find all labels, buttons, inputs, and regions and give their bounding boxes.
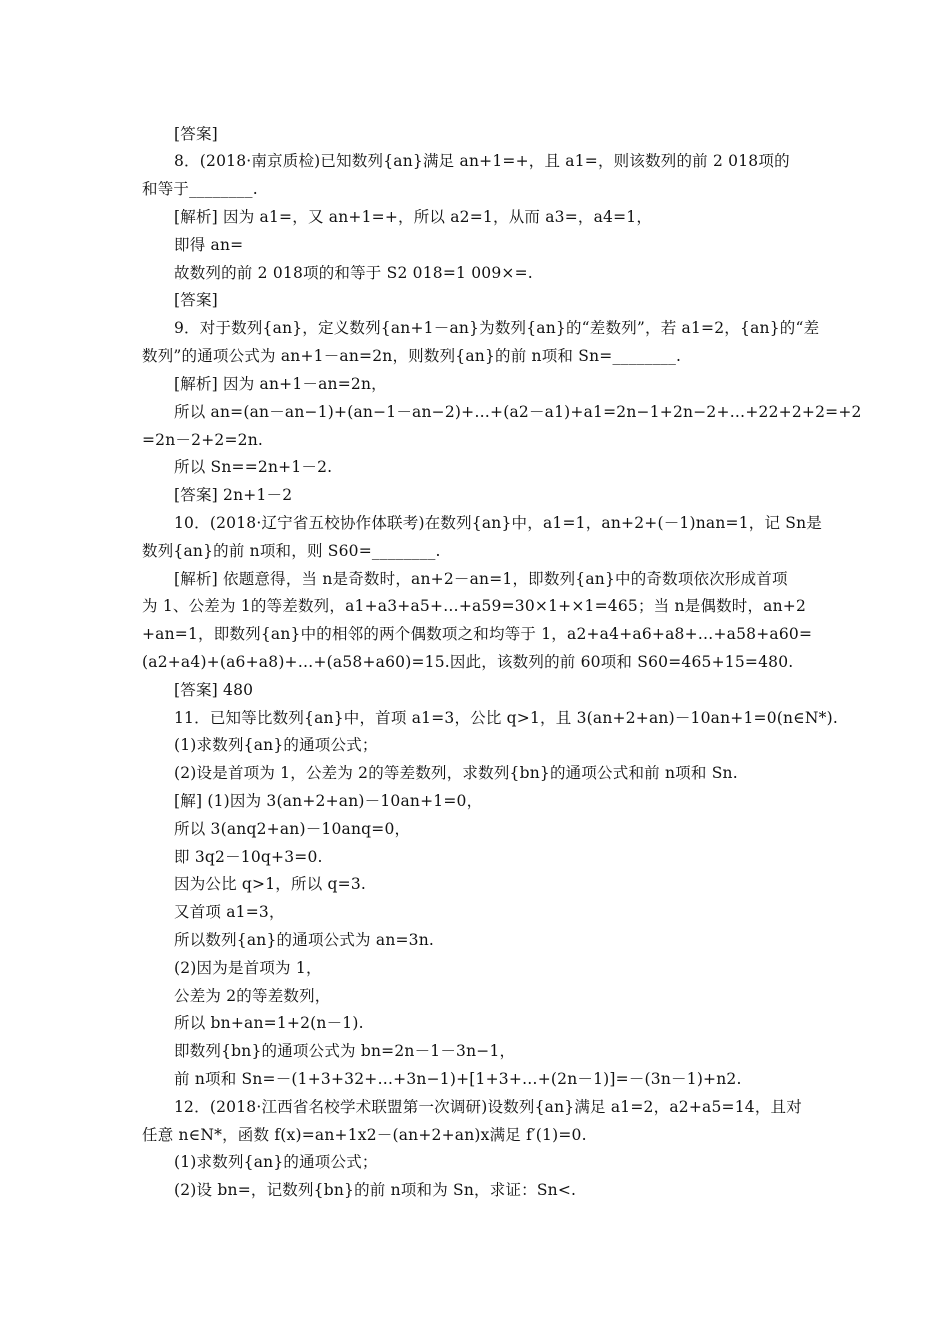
text-line: [答案] 480 <box>174 681 254 699</box>
text-line: 即得 an= <box>174 236 244 254</box>
text-line: [解析] 因为 an+1－an=2n， <box>174 375 387 393</box>
text-line: 又首项 a1=3， <box>174 903 285 921</box>
text-line: (1)求数列{an}的通项公式； <box>174 736 378 754</box>
text-line: (a2+a4)+(a6+a8)+…+(a58+a60)=15.因此，该数列的前 60项和 S60=465+15=480. <box>142 653 794 671</box>
text-line: 公差为 2的等差数列， <box>174 987 331 1005</box>
text-line: 所以 Sn==2n+1－2. <box>174 458 333 476</box>
text-line: 故数列的前 2 018项的和等于 S2 018=1 009×=. <box>174 264 533 282</box>
text-line: [解析] 依题意得，当 n是奇数时，an+2－an=1，即数列{an}中的奇数项依次形成首项 <box>174 570 788 588</box>
text-line: 即数列{bn}的通项公式为 bn=2n－1－3n−1， <box>174 1042 516 1060</box>
text-line: 和等于________. <box>142 180 258 198</box>
text-line: (1)求数列{an}的通项公式； <box>174 1153 378 1171</box>
text-line: 所以 3(anq2+an)－10anq=0， <box>174 820 411 838</box>
text-line: 数列”的通项公式为 an+1－an=2n，则数列{an}的前 n项和 Sn=________. <box>142 347 682 365</box>
text-line: [解] (1)因为 3(an+2+an)－10an+1=0， <box>174 792 483 810</box>
text-line: 前 n项和 Sn=－(1+3+32+…+3n−1)+[1+3+…+(2n－1)]=－(3n－1)+n2. <box>174 1070 742 1088</box>
text-line: [解析] 因为 a1=，又 an+1=+，所以 a2=1，从而 a3=，a4=1， <box>174 208 653 226</box>
text-line: 所以 bn+an=1+2(n－1). <box>174 1014 364 1032</box>
text-line: 所以 an=(an－an−1)+(an−1－an−2)+…+(a2－a1)+a1=2n−1+2n−2+…+22+2+2=+2 <box>174 403 862 421</box>
text-line: 任意 n∈N*，函数 f(x)=an+1x2－(an+2+an)x满足 f′(1)=0. <box>142 1126 587 1144</box>
text-line: 10．(2018·辽宁省五校协作体联考)在数列{an}中，a1=1，an+2+(－1)nan=1，记 Sn是 <box>174 514 822 532</box>
text-line: [答案] 2n+1－2 <box>174 486 293 504</box>
text-line: 9．对于数列{an}，定义数列{an+1－an}为数列{an}的“差数列”，若 a1=2，{an}的“差 <box>174 319 820 337</box>
text-line: (2)设 bn=，记数列{bn}的前 n项和为 Sn，求证：Sn<. <box>174 1181 577 1199</box>
text-line: 因为公比 q>1，所以 q=3. <box>174 875 367 893</box>
text-line: 数列{an}的前 n项和，则 S60=________. <box>142 542 441 560</box>
text-line: 12．(2018·江西省名校学术联盟第一次调研)设数列{an}满足 a1=2，a2+a5=14，且对 <box>174 1098 802 1116</box>
text-line: (2)因为是首项为 1， <box>174 959 322 977</box>
text-line: (2)设是首项为 1，公差为 2的等差数列，求数列{bn}的通项公式和前 n项和 Sn. <box>174 764 738 782</box>
text-line: +an=1，即数列{an}中的相邻的两个偶数项之和均等于 1，a2+a4+a6+a8+…+a58+a60= <box>142 625 813 643</box>
text-line: 8．(2018·南京质检)已知数列{an}满足 an+1=+，且 a1=，则该数列的前 2 018项的 <box>174 152 790 170</box>
text-line: [答案] <box>174 291 218 309</box>
text-line: 即 3q2－10q+3=0. <box>174 848 323 866</box>
text-line: 所以数列{an}的通项公式为 an=3n. <box>174 931 435 949</box>
text-line: 为 1、公差为 1的等差数列，a1+a3+a5+…+a59=30×1+×1=465；当 n是偶数时，an+2 <box>142 597 807 615</box>
text-line: [答案] <box>174 125 218 143</box>
text-line: =2n－2+2=2n. <box>142 431 264 449</box>
text-line: 11．已知等比数列{an}中，首项 a1=3，公比 q>1，且 3(an+2+an)－10an+1=0(n∈N*). <box>174 709 838 727</box>
